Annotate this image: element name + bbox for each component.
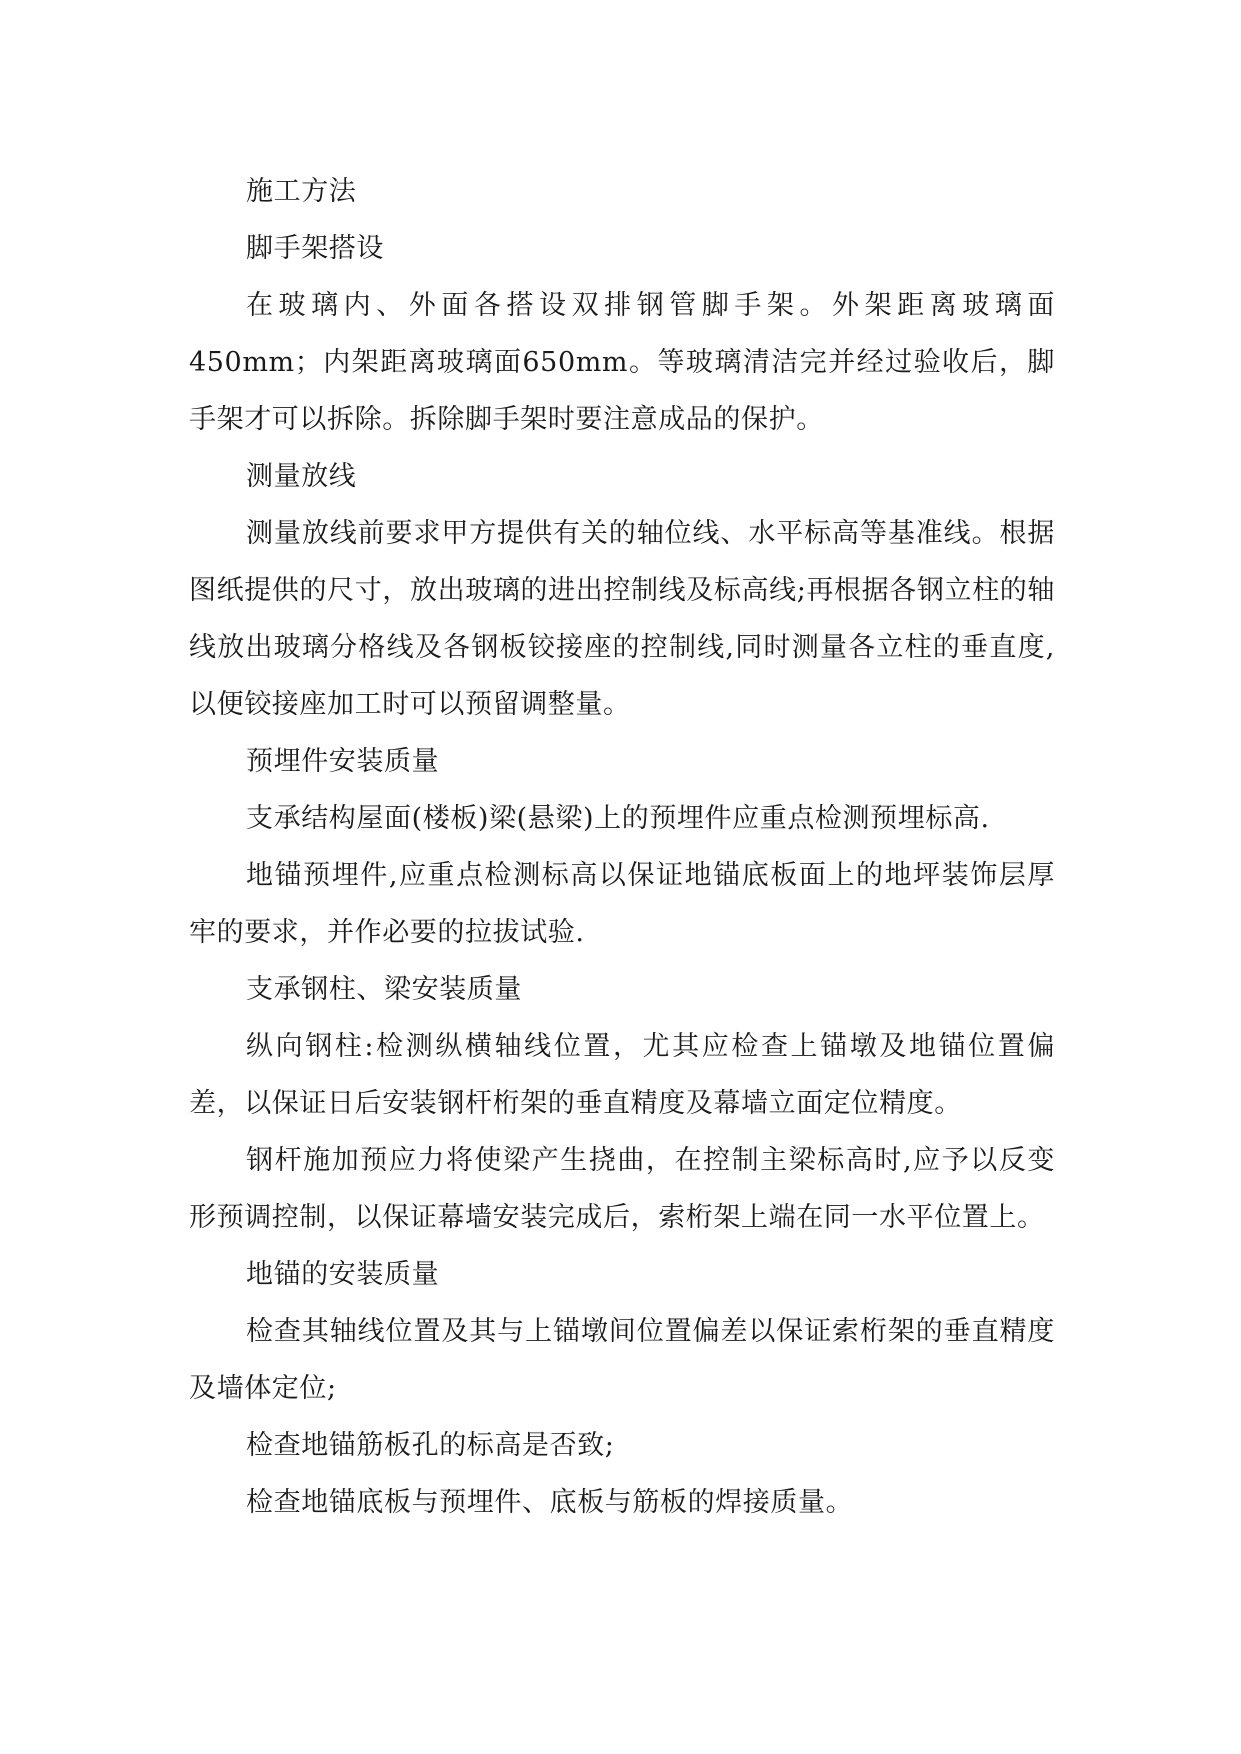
paragraph: 检查地锚筋板孔的标高是否致; [246, 1430, 615, 1461]
paragraph: 检查地锚底板与预埋件、底板与筋板的焊接质量。 [246, 1487, 854, 1518]
paragraph: 在玻璃内、外面各搭设双排钢管脚手架。外架距离玻璃面450mm；内架距离玻璃面650mm。等玻璃清洁完并经过验收后，脚手架才可以拆除。拆除脚手架时要注意成品的保护。 [189, 290, 1055, 435]
paragraph: 钢杆施加预应力将使梁产生挠曲，在控制主梁标高时,应予以反变形预调控制，以保证幕墙安装完成后，索桁架上端在同一水平位置上。 [189, 1145, 1055, 1233]
paragraph: 地锚预埋件,应重点检测标高以保证地锚底板面上的地坪装饰层厚牢的要求，并作必要的拉拔试验. [189, 860, 1055, 948]
section-heading: 测量放线 [246, 461, 357, 492]
paragraph: 检查其轴线位置及其与上锚墩间位置偏差以保证索桁架的垂直精度及墙体定位; [189, 1316, 1055, 1404]
paragraph: 支承结构屋面(楼板)梁(悬梁)上的预埋件应重点检测预埋标高. [246, 803, 990, 834]
paragraph: 纵向钢柱:检测纵横轴线位置，尤其应检查上锚墩及地锚位置偏差，以保证日后安装钢杆桁架的垂直精度及幕墙立面定位精度。 [189, 1031, 1055, 1119]
section-heading: 地锚的安装质量 [246, 1259, 440, 1290]
section-heading: 支承钢柱、梁安装质量 [246, 974, 522, 1005]
section-heading: 施工方法 [246, 176, 357, 207]
document-page [189, 163, 1055, 1531]
paragraph: 测量放线前要求甲方提供有关的轴位线、水平标高等基准线。根据图纸提供的尺寸，放出玻璃的进出控制线及标高线;再根据各钢立柱的轴线放出玻璃分格线及各钢板铰接座的控制线,同时测量各立柱的垂直度,以便铰接座加工时可以预留调整量。 [189, 518, 1055, 720]
section-heading: 预埋件安装质量 [246, 746, 440, 777]
section-heading: 脚手架搭设 [246, 233, 384, 264]
